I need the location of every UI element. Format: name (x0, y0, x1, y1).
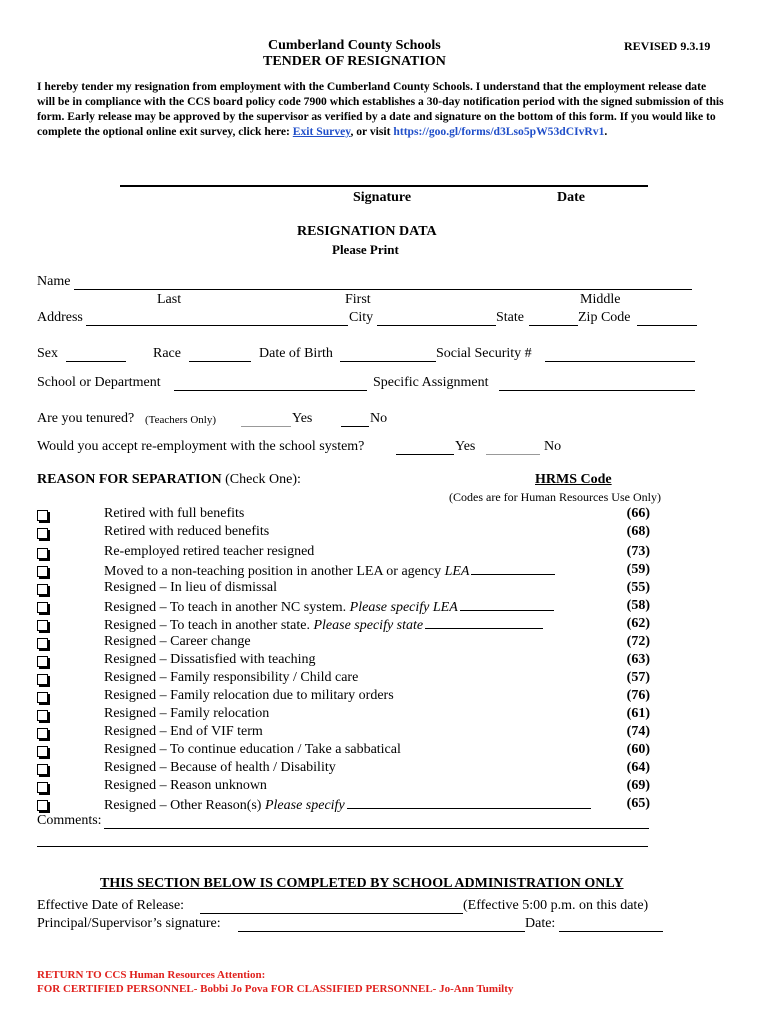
comments-field-line1[interactable] (104, 828, 649, 829)
assignment-label: Specific Assignment (373, 375, 489, 390)
reason-label-text: Resigned – To teach in another NC system. (104, 600, 350, 615)
signature-date-label: Date (557, 190, 585, 205)
reason-label-text: Retired with full benefits (104, 506, 245, 521)
reemploy-yes-field[interactable] (396, 454, 454, 455)
middle-label: Middle (580, 292, 621, 307)
reason-specify-text: Please specify state (313, 618, 424, 633)
org-name: Cumberland County Schools (268, 38, 441, 53)
reason-hrms-code: (63) (626, 652, 650, 667)
principal-date-field[interactable] (559, 931, 663, 932)
reason-checkbox[interactable] (37, 710, 48, 721)
reason-specify-field[interactable] (425, 616, 543, 629)
reason-checkbox[interactable] (37, 764, 48, 775)
reason-label (104, 616, 543, 634)
reason-label (104, 670, 358, 686)
reason-heading (37, 472, 301, 488)
zip-field[interactable] (637, 325, 697, 326)
signature-label: Signature (353, 190, 412, 205)
reason-hrms-code: (74) (626, 724, 650, 739)
intro-period: . (604, 125, 608, 138)
reason-hrms-code: (59) (626, 562, 650, 577)
state-field[interactable] (529, 325, 578, 326)
tenured-yes-label: Yes (292, 411, 313, 426)
footer-personnel-line: FOR CERTIFIED PERSONNEL- Bobbi Jo Pova FOR CLASSIFIED PERSONNEL- Jo-Ann Tumilty (37, 983, 514, 995)
reason-label (104, 652, 316, 668)
intro-paragraph (37, 79, 727, 139)
principal-date-label: Date: (525, 916, 556, 931)
revised-date: REVISED 9.3.19 (624, 39, 711, 53)
admin-section-title: THIS SECTION BELOW IS COMPLETED BY SCHOOL ADMINISTRATION ONLY (100, 876, 624, 891)
reason-label (104, 634, 251, 650)
reason-hrms-code: (60) (626, 742, 650, 757)
reason-hrms-code: (66) (626, 506, 650, 521)
comments-field-line2[interactable] (37, 846, 648, 847)
reason-label-text: Resigned – To teach in another state. (104, 618, 314, 633)
reason-checkbox[interactable] (37, 638, 48, 649)
dob-label: Date of Birth (259, 346, 333, 361)
reason-specify-text: Please specify LEA (349, 600, 458, 615)
principal-signature-field[interactable] (238, 931, 525, 932)
reason-hrms-code: (64) (626, 760, 650, 775)
reason-checkbox[interactable] (37, 800, 48, 811)
reason-label (104, 524, 269, 540)
survey-url-link[interactable]: https://goo.gl/forms/d3Lso5pW53dCIvRv1 (393, 125, 605, 138)
reason-label-text: Retired with reduced benefits (104, 524, 270, 539)
reason-checkbox[interactable] (37, 510, 48, 521)
reason-checkbox[interactable] (37, 620, 48, 631)
reason-checkbox[interactable] (37, 692, 48, 703)
effective-date-note: (Effective 5:00 p.m. on this date) (463, 898, 649, 913)
reason-label-text: Resigned – Because of health / Disability (104, 760, 336, 775)
please-print-note: Please Print (332, 242, 399, 257)
reason-label-text: Resigned – Dissatisfied with teaching (104, 652, 316, 667)
reason-hrms-code: (62) (626, 616, 650, 631)
reason-label (104, 742, 401, 758)
reason-label (104, 580, 277, 596)
reason-label-text: Resigned – Family relocation (104, 706, 270, 721)
resignation-data-title: RESIGNATION DATA (297, 224, 437, 239)
assignment-field[interactable] (499, 390, 695, 391)
reason-checkbox[interactable] (37, 584, 48, 595)
reason-specify-field[interactable] (471, 562, 555, 575)
ssn-field[interactable] (545, 361, 695, 362)
reason-hrms-code: (72) (626, 634, 650, 649)
reason-checkbox[interactable] (37, 728, 48, 739)
reemploy-yes-label: Yes (455, 439, 476, 454)
reason-checkbox[interactable] (37, 656, 48, 667)
reason-label (104, 760, 336, 776)
reason-label-text: Resigned – Career change (104, 634, 251, 649)
name-field[interactable] (74, 289, 692, 290)
state-label: State (496, 310, 524, 325)
reason-checkbox[interactable] (37, 782, 48, 793)
school-field[interactable] (174, 390, 367, 391)
reason-hrms-code: (76) (626, 688, 650, 703)
reason-label (104, 706, 269, 722)
zip-label: Zip Code (578, 310, 631, 325)
sex-label: Sex (37, 346, 58, 361)
reason-hrms-code: (69) (626, 778, 650, 793)
reason-label-text: Resigned – Family relocation due to military orders (104, 688, 394, 703)
reason-hrms-code: (73) (626, 544, 650, 559)
reason-label-text: Resigned – To continue education / Take a sabbatical (104, 742, 401, 757)
reason-hrms-code: (65) (626, 796, 650, 811)
reason-checkbox[interactable] (37, 674, 48, 685)
reason-specify-field[interactable] (460, 598, 554, 611)
reason-label-text: Re-employed retired teacher resigned (104, 544, 315, 559)
or-visit-text: , or visit (350, 125, 391, 138)
effective-date-field[interactable] (200, 913, 463, 914)
reason-hrms-code: (68) (626, 524, 650, 539)
race-label: Race (153, 346, 181, 361)
reason-label (104, 562, 555, 580)
reason-label-text: Resigned – Family responsibility / Child care (104, 670, 359, 685)
tenured-question: Are you tenured? (37, 411, 135, 426)
school-label: School or Department (37, 375, 161, 390)
reason-label (104, 688, 394, 704)
dob-field[interactable] (340, 361, 436, 362)
reason-checkbox[interactable] (37, 528, 48, 539)
reason-check-one: (Check One): (221, 472, 301, 487)
reason-label-text: Resigned – Reason unknown (104, 778, 267, 793)
reason-label (104, 796, 591, 814)
intro-text: I hereby tender my resignation from employment with the Cumberland County Schools. I understand that the employment release date will be in compliance with the CCS board policy code 7900 which establishes a 30-day notification period with the signed submission of this form. Early release may be approved by the supervisor as verified by a date and signature on the bottom of this form. If you would like to complete the optional online exit survey, click here: (37, 80, 724, 138)
sex-field[interactable] (66, 361, 126, 362)
reason-checkbox[interactable] (37, 566, 48, 577)
reemploy-question: Would you accept re-employment with the school system? (37, 439, 365, 454)
reason-label (104, 778, 267, 794)
reemploy-no-label: No (544, 439, 562, 454)
city-field[interactable] (377, 325, 496, 326)
tenured-no-field[interactable] (341, 426, 369, 427)
comments-label: Comments: (37, 813, 102, 828)
name-label: Name (37, 274, 71, 289)
form-title: TENDER OF RESIGNATION (263, 54, 446, 69)
reason-specify-field[interactable] (347, 796, 591, 809)
principal-signature-label: Principal/Supervisor’s signature: (37, 916, 221, 931)
tenured-note: (Teachers Only) (145, 414, 217, 426)
reason-hrms-code: (61) (626, 706, 650, 721)
reason-label-text: Resigned – End of VIF term (104, 724, 263, 739)
last-label: Last (157, 292, 182, 307)
signature-line[interactable] (120, 185, 648, 187)
effective-date-label: Effective Date of Release: (37, 898, 185, 913)
reemploy-no-field[interactable] (486, 454, 540, 455)
reason-label (104, 506, 244, 522)
hrms-note: (Codes are for Human Resources Use Only) (449, 490, 661, 504)
reason-label (104, 544, 314, 560)
reason-checkbox[interactable] (37, 602, 48, 613)
reason-hrms-code: (57) (626, 670, 650, 685)
reason-heading-title: REASON FOR SEPARATION (37, 472, 222, 487)
address-field[interactable] (86, 325, 348, 326)
reason-label-text: Resigned – In lieu of dismissal (104, 580, 278, 595)
hrms-code-title: HRMS Code (535, 472, 612, 487)
city-label: City (349, 310, 374, 325)
footer-return-line: RETURN TO CCS Human Resources Attention: (37, 969, 266, 981)
reason-hrms-code: (55) (626, 580, 650, 595)
first-label: First (345, 292, 371, 307)
race-field[interactable] (189, 361, 251, 362)
reason-hrms-code: (58) (626, 598, 650, 613)
reason-label (104, 724, 263, 740)
tenured-no-label: No (370, 411, 388, 426)
reason-checkbox[interactable] (37, 548, 48, 559)
reason-label-text: Moved to a non-teaching position in another LEA or agency (104, 564, 445, 579)
reason-label (104, 598, 554, 616)
tenured-yes-field[interactable] (241, 426, 291, 427)
ssn-label: Social Security # (436, 346, 532, 361)
reason-specify-text: Please specify (264, 798, 345, 813)
address-label: Address (37, 310, 83, 325)
reason-checkbox[interactable] (37, 746, 48, 757)
exit-survey-link[interactable]: Exit Survey (292, 125, 351, 138)
reason-label-text: Resigned – Other Reason(s) (104, 798, 265, 813)
reason-specify-text: LEA (444, 564, 470, 579)
